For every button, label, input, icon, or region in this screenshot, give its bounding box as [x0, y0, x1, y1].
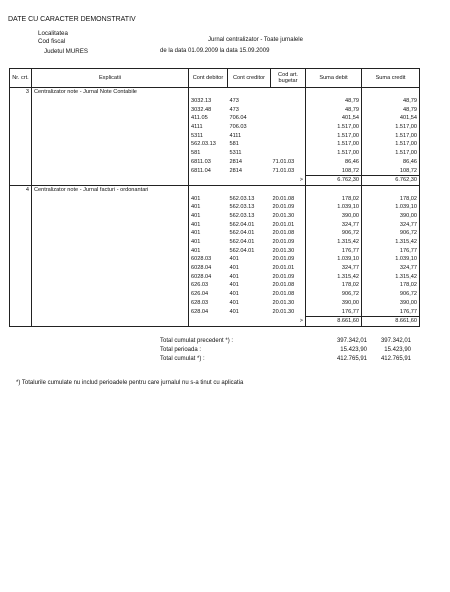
cod-art-cell: 20.01.09	[272, 239, 295, 246]
row-explicatii-cell	[32, 212, 189, 221]
cod-art-cell	[271, 131, 306, 140]
suma-credit-cell: 48,79	[362, 97, 420, 106]
suma-debit-cell: 906,72	[306, 229, 362, 238]
cont-debitor-cell: 628.03	[191, 299, 209, 306]
row-nr-cell	[10, 166, 32, 175]
cont-creditor-cell: 562.03.13	[229, 212, 255, 219]
company-name: DATE CU CARACTER DEMONSTRATIV	[8, 16, 136, 23]
row-nr-cell	[10, 220, 32, 229]
group-total-debit: 8.661,60	[306, 316, 362, 326]
table-row	[10, 158, 420, 167]
cont-debitor-cell: 626.03	[191, 282, 209, 289]
cont-debitor-cell: 5311	[191, 132, 204, 139]
empty-cell	[228, 175, 271, 185]
suma-debit-cell: 1.315,42	[306, 238, 362, 247]
group-total-row	[10, 175, 420, 185]
table-row	[10, 281, 420, 290]
cont-creditor-cell: 562.03.13	[229, 195, 255, 202]
cont-creditor-cell: 562.03.13	[229, 204, 255, 211]
row-explicatii-cell	[32, 140, 189, 149]
cod-art-cell	[271, 140, 306, 149]
cont-creditor-cell: 5311	[229, 150, 242, 157]
group-total-row	[10, 316, 420, 326]
cumulative-credit: 397.342,01	[380, 338, 411, 344]
cont-creditor-cell: 2814	[229, 167, 242, 174]
row-nr-cell	[10, 246, 32, 255]
cont-debitor-cell: 6028.03	[191, 256, 212, 263]
table-row	[10, 220, 420, 229]
suma-credit-cell: 401,54	[362, 114, 420, 123]
cod-art-cell: 71.01.03	[272, 158, 295, 165]
total-marker: >	[271, 316, 306, 326]
suma-debit-cell: 401,54	[306, 114, 362, 123]
cumulative-label: Total cumulat *) :	[160, 356, 205, 362]
cod-art-cell: 71.01.03	[272, 167, 295, 174]
cod-art-cell: 20.01.08	[272, 195, 295, 202]
empty-cell	[306, 88, 362, 97]
cod-art-cell: 20.01.30	[272, 212, 295, 219]
group-title: Centralizator note - Jurnal facturi - ordonantari	[32, 185, 189, 194]
cod-art-cell	[271, 149, 306, 158]
report-period: de la data 01.09.2009 la data 15.09.2009	[160, 48, 270, 54]
cod-art-cell: 20.01.08	[272, 230, 295, 237]
row-nr-cell	[10, 175, 32, 185]
row-nr-cell	[10, 131, 32, 140]
suma-credit-cell: 1.517,00	[362, 123, 420, 132]
cont-debitor-cell: 401	[191, 195, 201, 202]
cod-art-cell: 20.01.01	[272, 265, 295, 272]
cumulative-label: Total cumulat precedent *) :	[160, 338, 234, 344]
row-explicatii-cell	[32, 166, 189, 175]
table-row	[10, 131, 420, 140]
row-nr-cell	[10, 281, 32, 290]
total-marker: >	[271, 175, 306, 185]
suma-credit-cell: 1.517,00	[362, 140, 420, 149]
group-total-debit: 6.762,30	[306, 175, 362, 185]
table-row	[10, 123, 420, 132]
suma-credit-cell: 390,00	[362, 212, 420, 221]
group-title: Centralizator note - Jurnal Note Contabile	[32, 88, 189, 97]
row-explicatii-cell	[32, 97, 189, 106]
suma-credit-cell: 1.039,10	[362, 203, 420, 212]
col-header-suma-debit: Suma debit	[306, 69, 362, 88]
row-nr-cell	[10, 229, 32, 238]
cont-debitor-cell: 628.04	[191, 308, 209, 315]
group-number: 3	[10, 88, 32, 97]
row-explicatii-cell	[32, 114, 189, 123]
footnote: *) Totalurile cumulate nu includ perioadele pentru care jurnalul nu s-a tinut cu aplicatia	[16, 380, 244, 386]
table-row	[10, 264, 420, 273]
row-explicatii-cell	[32, 149, 189, 158]
row-nr-cell	[10, 264, 32, 273]
cont-debitor-cell: 401	[191, 221, 201, 228]
cumulative-debit: 15.423,90	[340, 347, 367, 353]
cont-debitor-cell: 401	[191, 247, 201, 254]
suma-credit-cell: 176,77	[362, 246, 420, 255]
suma-credit-cell: 108,72	[362, 166, 420, 175]
suma-debit-cell: 108,72	[306, 166, 362, 175]
group-number: 4	[10, 185, 32, 194]
suma-credit-cell: 178,02	[362, 194, 420, 203]
row-explicatii-cell	[32, 272, 189, 281]
cont-debitor-cell: 6028.04	[191, 273, 212, 280]
judet-label: Judetul MURES	[44, 48, 89, 55]
row-explicatii-cell	[32, 299, 189, 308]
suma-credit-cell: 324,77	[362, 264, 420, 273]
cont-creditor-cell: 706.04	[229, 115, 247, 122]
row-explicatii-cell	[32, 316, 189, 326]
empty-cell	[271, 185, 306, 194]
cont-creditor-cell: 4111	[229, 132, 242, 139]
suma-debit-cell: 178,02	[306, 281, 362, 290]
cont-debitor-cell: 3032.48	[191, 106, 212, 113]
cont-creditor-cell: 562.04.01	[229, 221, 255, 228]
row-explicatii-cell	[32, 220, 189, 229]
cont-debitor-cell: 401	[191, 212, 201, 219]
row-nr-cell	[10, 158, 32, 167]
suma-credit-cell: 1.315,42	[362, 238, 420, 247]
empty-cell	[228, 316, 271, 326]
row-explicatii-cell	[32, 281, 189, 290]
table-row	[10, 229, 420, 238]
row-explicatii-cell	[32, 105, 189, 114]
row-explicatii-cell	[32, 246, 189, 255]
col-header-explicatii: Explicatii	[32, 69, 189, 88]
table-row	[10, 97, 420, 106]
cont-debitor-cell: 401	[191, 230, 201, 237]
cod-art-cell: 20.01.30	[272, 308, 295, 315]
group-header-row	[10, 88, 420, 97]
group-total-credit: 8.661,60	[362, 316, 420, 326]
suma-credit-cell: 324,77	[362, 220, 420, 229]
suma-debit-cell: 1.039,10	[306, 203, 362, 212]
localitate-label: Localitatea	[38, 30, 68, 37]
row-explicatii-cell	[32, 131, 189, 140]
cont-debitor-cell: 581	[191, 150, 201, 157]
empty-cell	[189, 185, 228, 194]
suma-debit-cell: 1.517,00	[306, 140, 362, 149]
empty-cell	[362, 88, 420, 97]
cont-debitor-cell: 626.04	[191, 291, 209, 298]
empty-cell	[189, 175, 228, 185]
row-nr-cell	[10, 149, 32, 158]
table-header	[10, 69, 420, 88]
suma-credit-cell: 390,00	[362, 299, 420, 308]
suma-debit-cell: 176,77	[306, 246, 362, 255]
row-nr-cell	[10, 299, 32, 308]
cod-art-cell: 20.01.09	[272, 256, 295, 263]
suma-debit-cell: 1.315,42	[306, 272, 362, 281]
row-nr-cell	[10, 316, 32, 326]
col-header-suma-credit: Suma credit	[362, 69, 420, 88]
table-row	[10, 114, 420, 123]
empty-cell	[228, 88, 271, 97]
row-explicatii-cell	[32, 175, 189, 185]
cont-creditor-cell: 401	[229, 256, 239, 263]
cumulative-credit: 412.765,91	[380, 356, 411, 362]
row-nr-cell	[10, 272, 32, 281]
journal-title: Jurnal centralizator - Toate jurnalele	[208, 37, 303, 43]
table-row	[10, 105, 420, 114]
row-explicatii-cell	[32, 238, 189, 247]
suma-credit-cell: 1.517,00	[362, 131, 420, 140]
cumulative-debit: 412.765,91	[336, 356, 367, 362]
row-explicatii-cell	[32, 194, 189, 203]
suma-debit-cell: 86,46	[306, 158, 362, 167]
cod-art-cell	[271, 123, 306, 132]
table-row	[10, 140, 420, 149]
row-nr-cell	[10, 255, 32, 264]
suma-credit-cell: 176,77	[362, 307, 420, 316]
cont-debitor-cell: 6811.03	[191, 158, 211, 165]
cont-creditor-cell: 401	[229, 265, 239, 272]
row-nr-cell	[10, 114, 32, 123]
row-nr-cell	[10, 238, 32, 247]
suma-debit-cell: 906,72	[306, 290, 362, 299]
row-explicatii-cell	[32, 264, 189, 273]
suma-credit-cell: 1.517,00	[362, 149, 420, 158]
suma-debit-cell: 390,00	[306, 212, 362, 221]
table-row	[10, 290, 420, 299]
cont-debitor-cell: 562.03.13	[191, 141, 216, 148]
suma-credit-cell: 86,46	[362, 158, 420, 167]
cod-art-cell	[271, 105, 306, 114]
suma-debit-cell: 1.039,10	[306, 255, 362, 264]
row-explicatii-cell	[32, 158, 189, 167]
suma-credit-cell: 178,02	[362, 281, 420, 290]
row-explicatii-cell	[32, 255, 189, 264]
cod-art-cell: 20.01.09	[272, 273, 295, 280]
cod-fiscal-label: Cod fiscal	[38, 38, 66, 45]
group-total-credit: 6.762,30	[362, 175, 420, 185]
col-header-cod-art: Cod art. bugetar	[271, 69, 306, 88]
cont-creditor-cell: 401	[229, 299, 239, 306]
suma-debit-cell: 324,77	[306, 264, 362, 273]
cont-debitor-cell: 4111	[191, 124, 203, 131]
cod-art-cell: 20.01.08	[272, 291, 295, 298]
cod-art-cell: 20.01.30	[272, 299, 295, 306]
row-nr-cell	[10, 194, 32, 203]
cont-creditor-cell: 562.04.01	[229, 230, 255, 237]
row-explicatii-cell	[32, 229, 189, 238]
table-row	[10, 203, 420, 212]
empty-cell	[306, 185, 362, 194]
cod-art-cell: 20.01.01	[272, 221, 295, 228]
col-header-nr: Nr. crt.	[10, 69, 32, 88]
suma-debit-cell: 1.517,00	[306, 131, 362, 140]
cont-creditor-cell: 401	[229, 273, 239, 280]
cod-art-cell	[271, 114, 306, 123]
cont-creditor-cell: 562.04.01	[229, 239, 255, 246]
suma-credit-cell: 906,72	[362, 290, 420, 299]
table-row	[10, 212, 420, 221]
cont-debitor-cell: 411.05	[191, 115, 208, 122]
suma-debit-cell: 48,79	[306, 105, 362, 114]
cont-creditor-cell: 401	[229, 291, 239, 298]
table-row	[10, 272, 420, 281]
cont-debitor-cell: 401	[191, 204, 201, 211]
empty-cell	[271, 88, 306, 97]
empty-cell	[362, 185, 420, 194]
row-nr-cell	[10, 140, 32, 149]
table-row	[10, 299, 420, 308]
table-row	[10, 255, 420, 264]
suma-credit-cell: 906,72	[362, 229, 420, 238]
row-nr-cell	[10, 123, 32, 132]
row-nr-cell	[10, 307, 32, 316]
cont-creditor-cell: 581	[229, 141, 239, 148]
cod-art-cell: 20.01.09	[272, 204, 295, 211]
cont-debitor-cell: 6028.04	[191, 265, 212, 272]
table-row	[10, 238, 420, 247]
cod-art-cell: 20.01.08	[272, 282, 295, 289]
suma-debit-cell: 178,02	[306, 194, 362, 203]
table-row	[10, 194, 420, 203]
col-header-cont-debitor: Cont debitor	[189, 69, 228, 88]
table-row	[10, 307, 420, 316]
cont-debitor-cell: 3032.13	[191, 98, 212, 105]
suma-debit-cell: 48,79	[306, 97, 362, 106]
cont-creditor-cell: 401	[229, 308, 239, 315]
group-header-row	[10, 185, 420, 194]
table-row	[10, 166, 420, 175]
table-row	[10, 149, 420, 158]
row-explicatii-cell	[32, 290, 189, 299]
suma-debit-cell: 1.517,00	[306, 149, 362, 158]
row-explicatii-cell	[32, 203, 189, 212]
row-nr-cell	[10, 212, 32, 221]
row-explicatii-cell	[32, 123, 189, 132]
suma-credit-cell: 48,79	[362, 105, 420, 114]
cont-creditor-cell: 473	[229, 106, 239, 113]
cont-creditor-cell: 473	[229, 98, 239, 105]
cont-creditor-cell: 562.04.01	[229, 247, 255, 254]
suma-debit-cell: 324,77	[306, 220, 362, 229]
cod-art-cell: 20.01.30	[272, 247, 295, 254]
cumulative-debit: 397.342,01	[336, 338, 367, 344]
suma-debit-cell: 1.517,00	[306, 123, 362, 132]
cont-creditor-cell: 401	[229, 282, 239, 289]
empty-cell	[189, 88, 228, 97]
empty-cell	[189, 316, 228, 326]
cumulative-label: Total perioada :	[160, 347, 202, 353]
cont-debitor-cell: 401	[191, 239, 201, 246]
cont-debitor-cell: 6811.04	[191, 167, 211, 174]
cumulative-credit: 15.423,90	[384, 347, 411, 353]
journal-table	[9, 68, 420, 327]
suma-debit-cell: 176,77	[306, 307, 362, 316]
cont-creditor-cell: 2814	[229, 158, 242, 165]
table-row	[10, 246, 420, 255]
cont-creditor-cell: 706.03	[229, 124, 247, 131]
row-nr-cell	[10, 97, 32, 106]
row-explicatii-cell	[32, 307, 189, 316]
empty-cell	[228, 185, 271, 194]
col-header-cont-creditor: Cont creditor	[228, 69, 271, 88]
row-nr-cell	[10, 105, 32, 114]
suma-credit-cell: 1.315,42	[362, 272, 420, 281]
cod-art-cell	[271, 97, 306, 106]
suma-debit-cell: 390,00	[306, 299, 362, 308]
suma-credit-cell: 1.039,10	[362, 255, 420, 264]
row-nr-cell	[10, 290, 32, 299]
row-nr-cell	[10, 203, 32, 212]
